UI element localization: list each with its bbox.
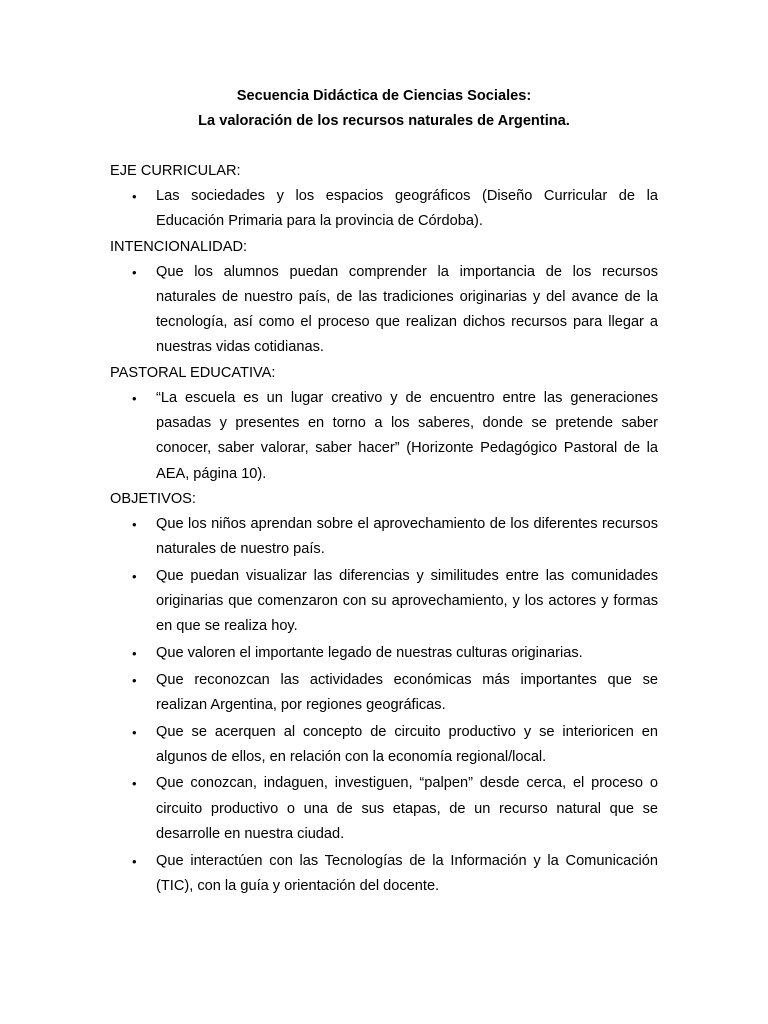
list-item <box>110 720 658 771</box>
section-heading-objetivos: OBJETIVOS: <box>110 490 196 507</box>
section-heading-eje-curricular: EJE CURRICULAR: <box>110 163 241 179</box>
title-line-2: La valoración de los recursos naturales de Argentina. <box>198 113 570 129</box>
section-heading-intencionalidad: INTENCIONALIDAD: <box>110 238 248 255</box>
list-item <box>110 771 658 847</box>
bullet-icon: • <box>132 646 137 662</box>
bullet-icon: • <box>132 853 137 869</box>
list-item-text: Que los niños aprendan sobre el aprovechamiento de los diferentes recursos naturales de nuestro país. <box>156 515 658 558</box>
bullet-list-eje-curricular <box>110 184 658 235</box>
bullet-icon: • <box>132 568 137 584</box>
list-item-text: Que se acerquen al concepto de circuito productivo y se interioricen en algunos de ellos, en relación con la economía regional/local. <box>156 723 658 765</box>
list-item <box>110 668 658 719</box>
bullet-icon: • <box>132 189 137 204</box>
list-item <box>110 260 658 361</box>
list-item <box>110 184 658 235</box>
list-item-text: Que conozcan, indaguen, investiguen, “palpen” desde cerca, el proceso o circuito productivo o una de sus etapas, de un recurso natural que se desarrolle en nuestra ciudad. <box>156 775 658 843</box>
document-body <box>110 159 658 901</box>
list-item <box>110 386 658 487</box>
bullet-icon: • <box>132 264 137 280</box>
section-heading-pastoral-educativa: PASTORAL EDUCATIVA: <box>110 364 276 381</box>
bullet-icon: • <box>132 516 137 532</box>
title-line-1: Secuencia Didáctica de Ciencias Sociales: <box>236 88 532 104</box>
list-item-text: “La escuela es un lugar creativo y de encuentro entre las generaciones pasadas y presentes en torno a los saberes, donde se pretende saber conocer, saber valorar, saber hacer” (Horizonte Pedagógico Pastoral de la AEA, página 10). <box>156 389 658 482</box>
bullet-list-objetivos <box>110 512 658 899</box>
bullet-icon: • <box>132 390 137 406</box>
bullet-icon: • <box>132 724 137 740</box>
list-item <box>110 641 658 666</box>
document-title <box>0 84 768 134</box>
list-item <box>110 849 658 900</box>
list-item-text: Que puedan visualizar las diferencias y similitudes entre las comunidades originarias que comenzaron con su aprovechamiento, y los actores y formas en que se realiza hoy. <box>156 567 658 635</box>
list-item <box>110 512 658 563</box>
bullet-icon: • <box>132 776 137 792</box>
bullet-icon: • <box>132 672 137 688</box>
list-item-text: Que interactúen con las Tecnologías de la Información y la Comunicación (TIC), con la guía y orientación del docente. <box>156 852 658 894</box>
list-item-text: Que reconozcan las actividades económicas más importantes que se realizan Argentina, por regiones geográficas. <box>156 671 658 713</box>
list-item-text: Que valoren el importante legado de nuestras culturas originarias. <box>156 645 583 662</box>
bullet-list-pastoral-educativa <box>110 386 658 487</box>
list-item-text: Que los alumnos puedan comprender la importancia de los recursos naturales de nuestro país, de las tradiciones originarias y del avance de la tecnología, así como el proceso que realizan dichos recursos para llegar a nuestras vidas cotidianas. <box>156 263 658 356</box>
bullet-list-intencionalidad <box>110 260 658 361</box>
list-item-text: Las sociedades y los espacios geográficos (Diseño Curricular de la Educación Primaria para la provincia de Córdoba). <box>156 188 658 230</box>
list-item <box>110 564 658 640</box>
